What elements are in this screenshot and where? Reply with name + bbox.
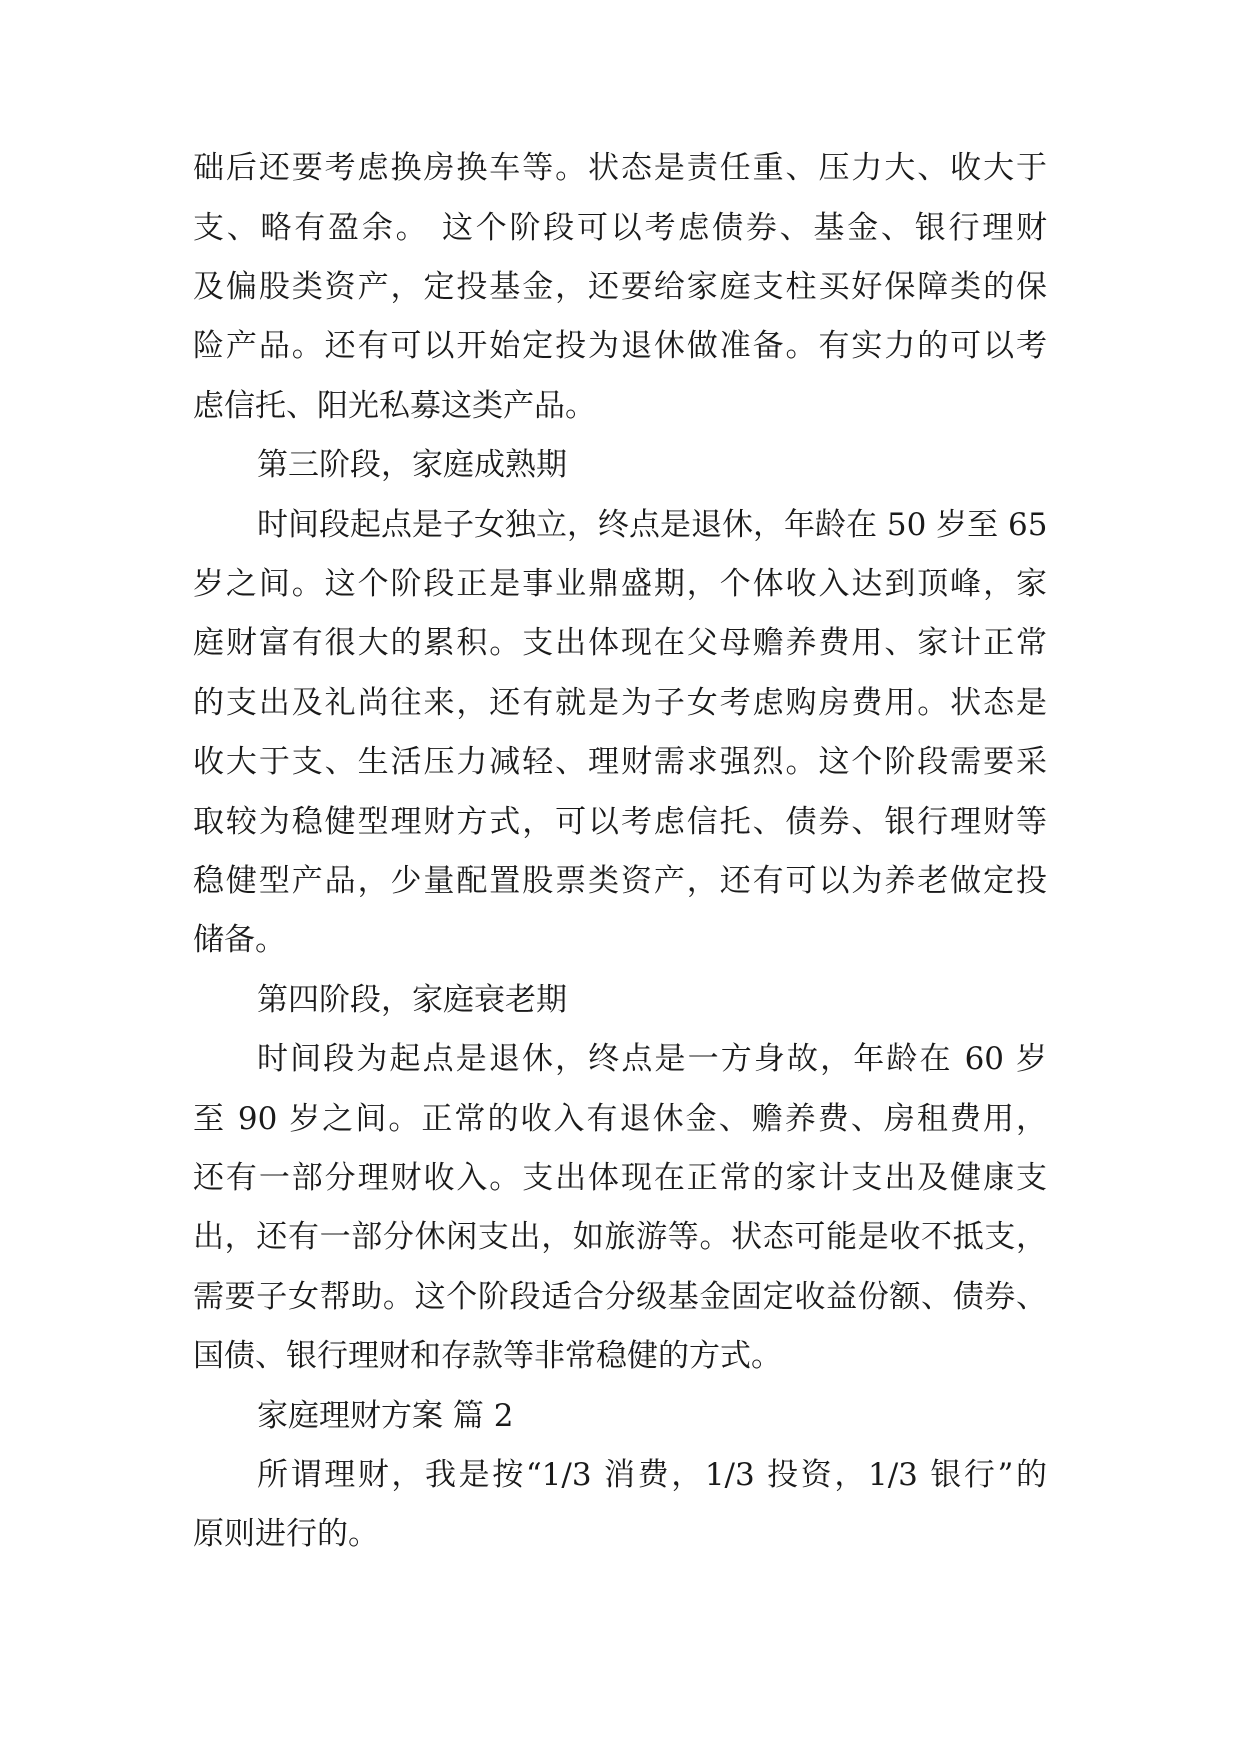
paragraph-line: 至 90 岁之间。正常的收入有退休金、赡养费、房租费用， <box>193 1101 1047 1137</box>
paragraph-line: 时间段为起点是退休，终点是一方身故，年龄在 60 岁 <box>257 1041 1047 1077</box>
paragraph-line: 原则进行的。 <box>193 1516 379 1552</box>
section-heading: 家庭理财方案 篇 2 <box>257 1398 514 1434</box>
paragraph-line: 支、略有盈余。 这个阶段可以考虑债券、基金、银行理财 <box>193 210 1047 246</box>
paragraph-line: 庭财富有很大的累积。支出体现在父母赡养费用、家计正常 <box>193 625 1047 661</box>
paragraph-line: 岁之间。这个阶段正是事业鼎盛期，个体收入达到顶峰，家 <box>193 566 1047 602</box>
paragraph-line: 础后还要考虑换房换车等。状态是责任重、压力大、收大于 <box>193 150 1047 186</box>
paragraph-line: 出，还有一部分休闲支出，如旅游等。状态可能是收不抵支， <box>193 1219 1047 1255</box>
paragraph-line: 稳健型产品，少量配置股票类资产，还有可以为养老做定投 <box>193 863 1047 899</box>
paragraph-line: 国债、银行理财和存款等非常稳健的方式。 <box>193 1338 782 1374</box>
paragraph-line: 还有一部分理财收入。支出体现在正常的家计支出及健康支 <box>193 1160 1047 1196</box>
section-heading: 第四阶段，家庭衰老期 <box>257 982 567 1018</box>
paragraph-line: 需要子女帮助。这个阶段适合分级基金固定收益份额、债券、 <box>193 1279 1047 1315</box>
paragraph-line: 虑信托、阳光私募这类产品。 <box>193 388 596 424</box>
paragraph-line: 所谓理财，我是按“1/3 消费，1/3 投资，1/3 银行”的 <box>257 1457 1047 1493</box>
section-heading: 第三阶段，家庭成熟期 <box>257 447 567 483</box>
paragraph-line: 储备。 <box>193 922 286 958</box>
paragraph-line: 及偏股类资产，定投基金，还要给家庭支柱买好保障类的保 <box>193 269 1047 305</box>
paragraph-line: 时间段起点是子女独立，终点是退休，年龄在 50 岁至 65 <box>257 507 1048 543</box>
paragraph-line: 险产品。还有可以开始定投为退休做准备。有实力的可以考 <box>193 328 1047 364</box>
paragraph-line: 取较为稳健型理财方式，可以考虑信托、债券、银行理财等 <box>193 804 1047 840</box>
paragraph-line: 的支出及礼尚往来，还有就是为子女考虑购房费用。状态是 <box>193 685 1047 721</box>
paragraph-line: 收大于支、生活压力减轻、理财需求强烈。这个阶段需要采 <box>193 744 1047 780</box>
